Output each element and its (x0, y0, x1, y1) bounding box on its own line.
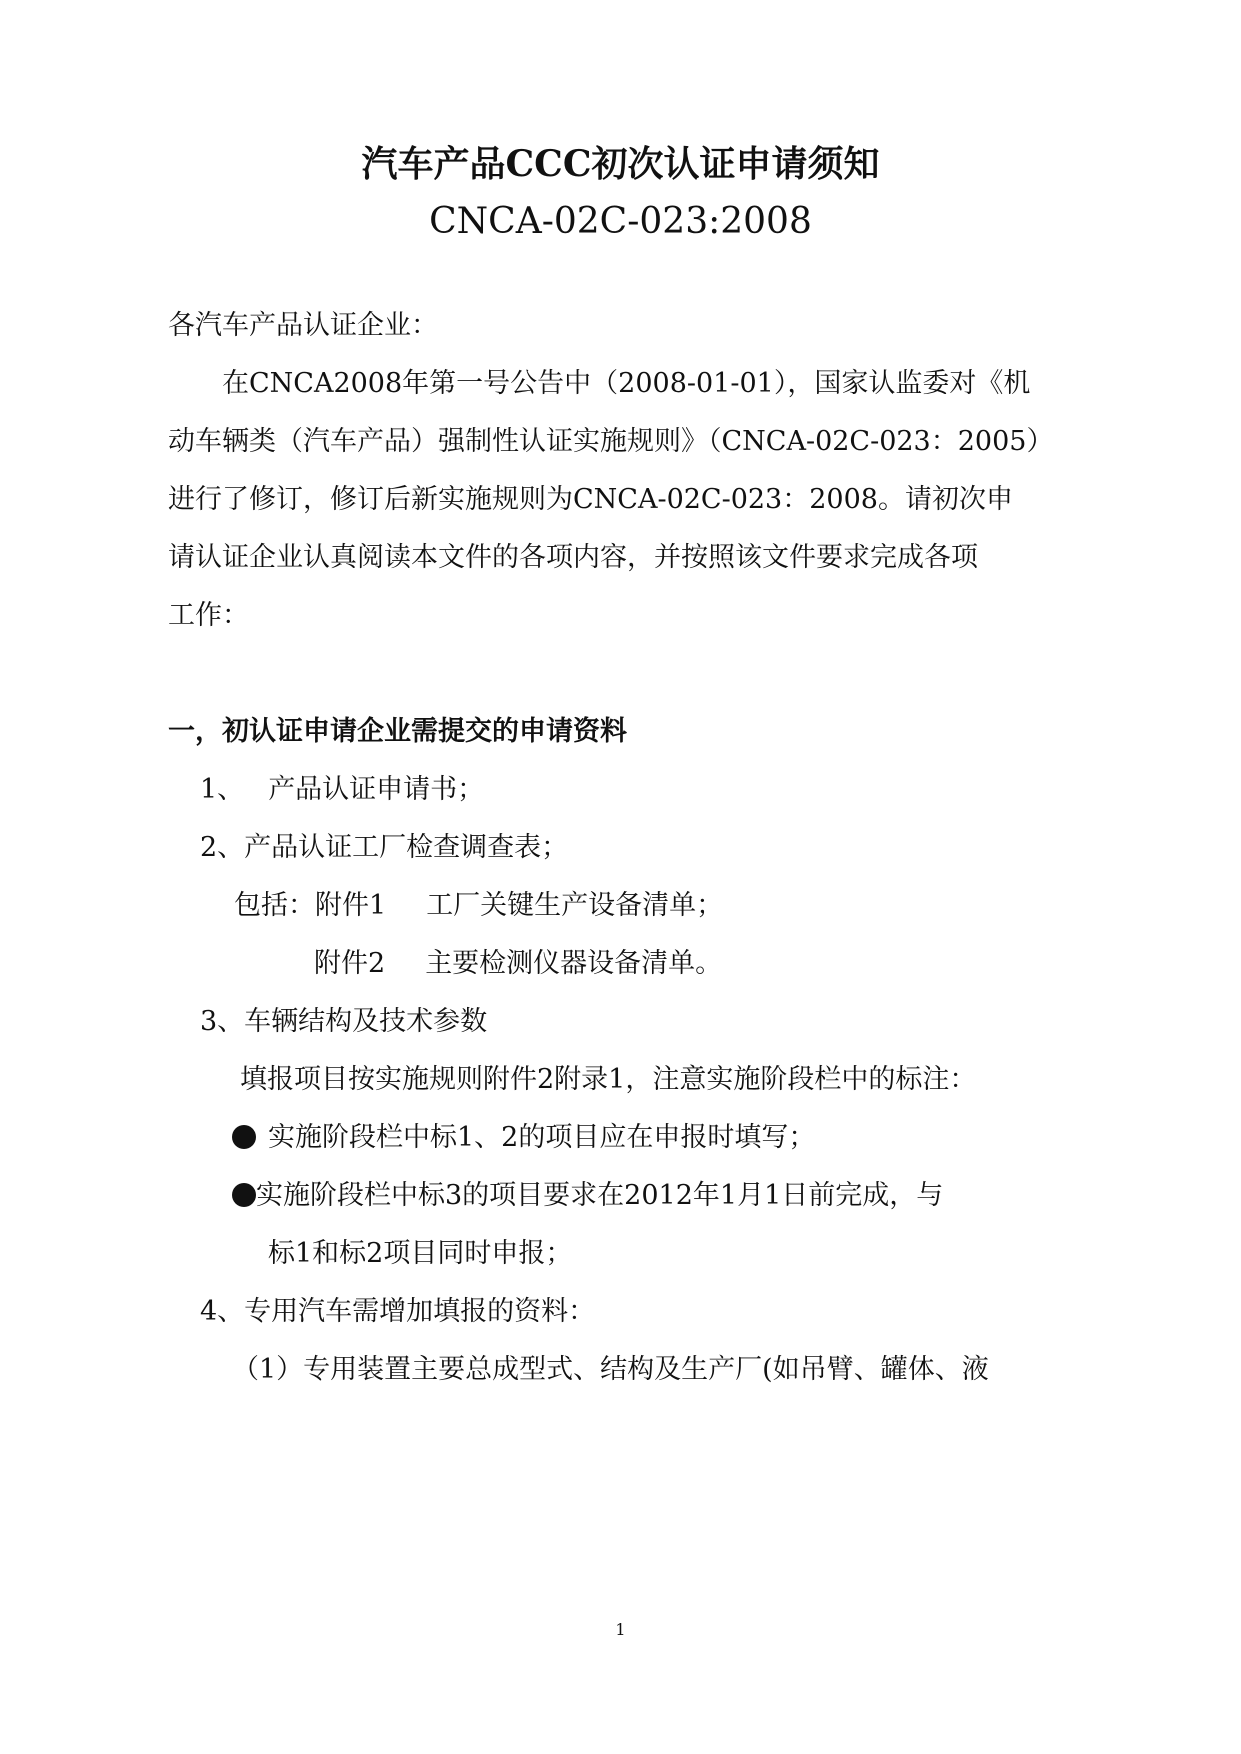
intro-line-5: 工作： (168, 600, 249, 631)
intro-line-3: 进行了修订，修订后新实施规则为CNCA-02C-023：2008。请初次申 (168, 484, 1013, 515)
item-2-attachment-1 (234, 888, 723, 924)
section-heading: 一，初认证申请企业需提交的申请资料 (168, 716, 627, 747)
intro-line-1: 在CNCA2008年第一号公告中（2008-01-01），国家认监委对《机 (222, 368, 1031, 399)
item-3-note: 填报项目按实施规则附件2附录1，注意实施阶段栏中的标注： (240, 1064, 977, 1095)
item-2: 2、产品认证工厂检查调查表； (200, 832, 569, 863)
bullet-item-1 (232, 1120, 815, 1156)
bullet-1-text: 实施阶段栏中标1、2的项目应在申报时填写； (268, 1122, 816, 1153)
attachment-1-text: 工厂关键生产设备清单； (426, 890, 724, 921)
item-2-attachment-2 (314, 946, 722, 982)
bullet-icon (232, 1183, 256, 1207)
document-code: CNCA-02C-023:2008 (429, 201, 812, 242)
item-4: 4、专用汽车需增加填报的资料： (200, 1296, 596, 1327)
item-1-number: 1、 (200, 774, 245, 805)
item-4-sub-1: （1）专用装置主要总成型式、结构及生产厂(如吊臂、罐体、液 (232, 1354, 989, 1385)
attachment-1-label: 包括：附件1 (234, 890, 387, 921)
item-3: 3、车辆结构及技术参数 (200, 1006, 488, 1037)
page-number: 1 (615, 1620, 626, 1639)
item-1 (200, 772, 484, 808)
salutation: 各汽车产品认证企业： (168, 310, 438, 341)
attachment-2-label: 附件2 (314, 948, 386, 979)
bullet-item-2 (232, 1178, 943, 1214)
bullet-icon (232, 1125, 256, 1149)
intro-line-2: 动车辆类（汽车产品）强制性认证实施规则》（CNCA-02C-023：2005） (168, 426, 1054, 457)
item-1-text: 产品认证申请书； (268, 774, 485, 805)
document-title: 汽车产品CCC初次认证申请须知 (361, 143, 880, 185)
intro-line-4: 请认证企业认真阅读本文件的各项内容，并按照该文件要求完成各项 (168, 542, 978, 573)
attachment-2-text: 主要检测仪器设备清单。 (425, 948, 723, 979)
bullet-2-continuation: 标1和标2项目同时申报； (268, 1238, 573, 1269)
bullet-2-text: 实施阶段栏中标3的项目要求在2012年1月1日前完成，与 (256, 1180, 944, 1211)
